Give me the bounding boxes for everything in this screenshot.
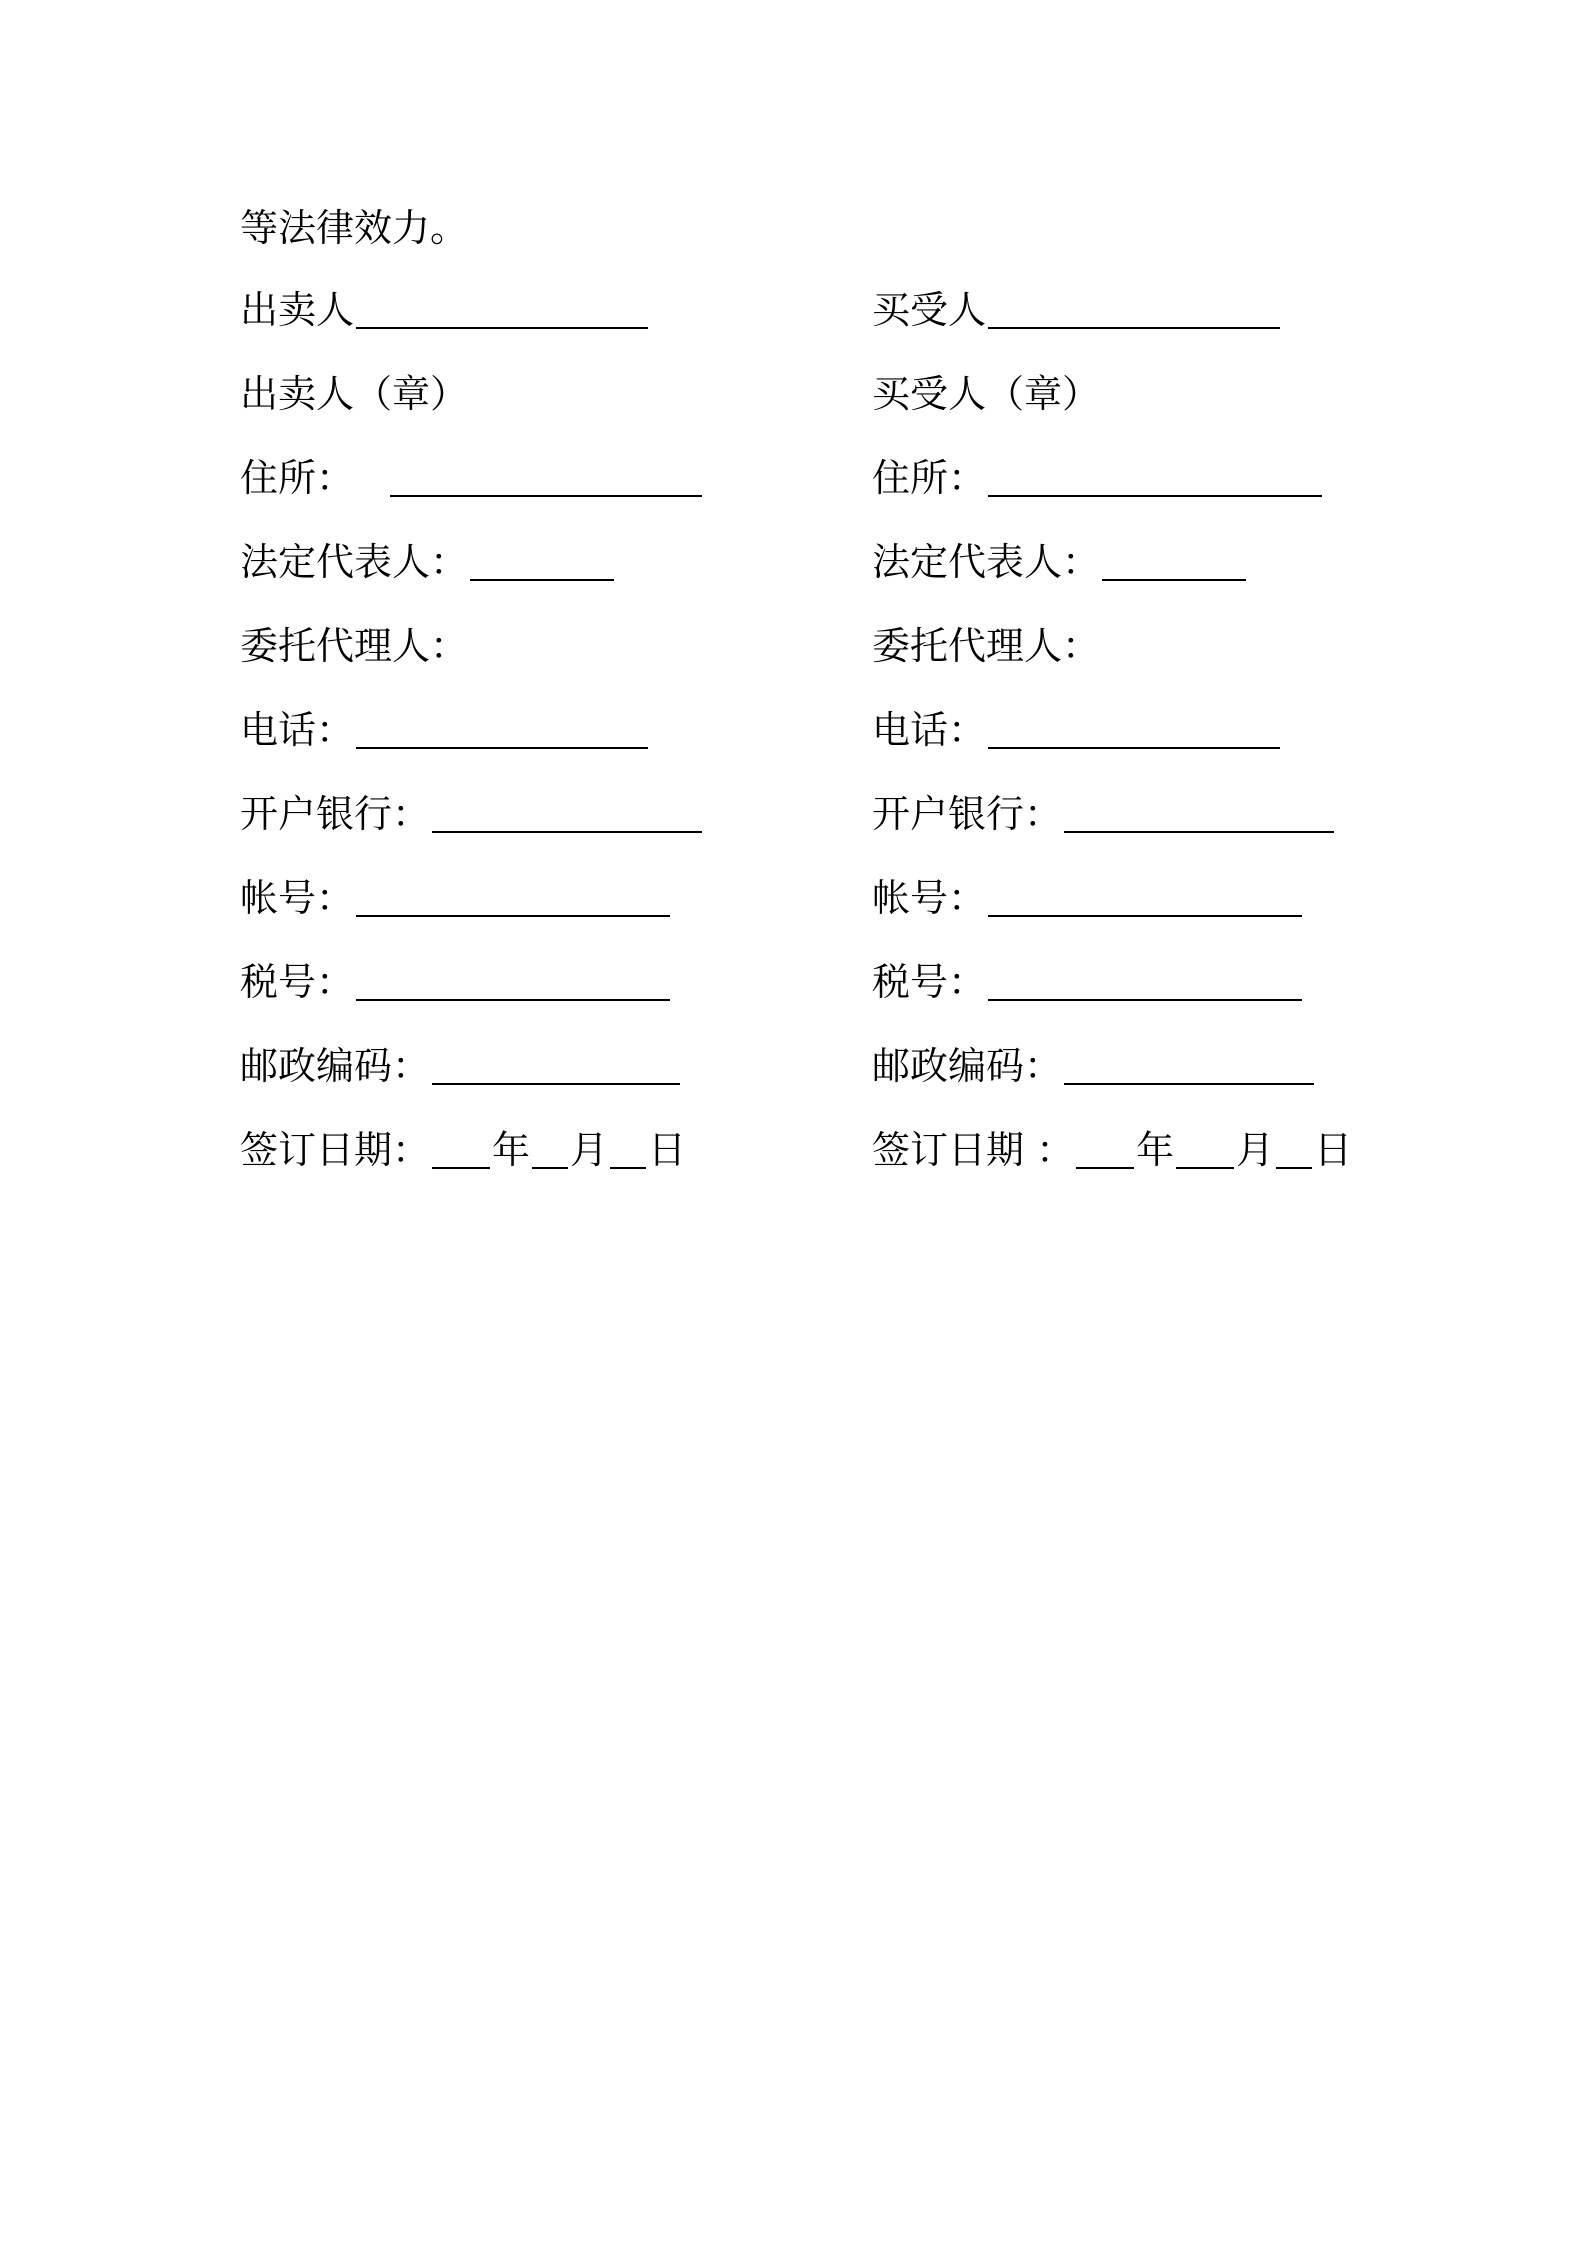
- buyer-signature-block: [872, 282, 1352, 1206]
- seller-postcode-row: [240, 1038, 704, 1122]
- buyer-year-label: 年: [1136, 1128, 1175, 1172]
- buyer-address-blank: [988, 455, 1322, 497]
- buyer-party-label: 买受人: [872, 288, 987, 332]
- seller-tax-id-row: [240, 954, 704, 1038]
- seller-bank-row: [240, 786, 704, 870]
- seller-legal-rep-blank: [470, 539, 614, 581]
- seller-month-blank: [532, 1127, 568, 1169]
- buyer-postcode-blank: [1064, 1043, 1314, 1085]
- seller-agent-row: [240, 618, 704, 702]
- seller-day-blank: [610, 1127, 646, 1169]
- seller-address-label: 住所：: [240, 456, 355, 500]
- seller-bank-blank: [432, 791, 702, 833]
- seller-signature-block: [240, 282, 704, 1206]
- seller-day-label: 日: [648, 1128, 687, 1172]
- seller-address-row: [240, 450, 704, 534]
- seller-sign-date-label: 签订日期：: [240, 1128, 431, 1172]
- seller-agent-label: 委托代理人：: [240, 624, 469, 668]
- buyer-tax-id-row: [872, 954, 1352, 1038]
- seller-legal-rep-label: 法定代表人：: [240, 540, 469, 584]
- buyer-account-row: [872, 870, 1352, 954]
- buyer-day-blank: [1276, 1127, 1312, 1169]
- buyer-bank-row: [872, 786, 1352, 870]
- buyer-legal-rep-blank: [1102, 539, 1246, 581]
- buyer-sign-date-row: [872, 1122, 1352, 1206]
- buyer-month-label: 月: [1236, 1128, 1275, 1172]
- seller-party-label: 出卖人: [240, 288, 355, 332]
- seller-sign-date-row: [240, 1122, 704, 1206]
- seller-phone-row: [240, 702, 704, 786]
- seller-year-label: 年: [492, 1128, 531, 1172]
- seller-phone-label: 电话：: [240, 708, 355, 752]
- buyer-phone-label: 电话：: [872, 708, 987, 752]
- buyer-legal-rep-label: 法定代表人：: [872, 540, 1101, 584]
- seller-seal-label: 出卖人（章）: [240, 372, 469, 416]
- buyer-party-blank: [988, 287, 1280, 329]
- buyer-year-blank: [1076, 1127, 1134, 1169]
- buyer-sign-date-label: 签订日期 ：: [872, 1128, 1075, 1172]
- buyer-address-row: [872, 450, 1352, 534]
- buyer-agent-label: 委托代理人：: [872, 624, 1101, 668]
- buyer-postcode-label: 邮政编码：: [872, 1044, 1063, 1088]
- seller-address-blank: [390, 455, 702, 497]
- buyer-month-blank: [1176, 1127, 1234, 1169]
- buyer-agent-row: [872, 618, 1352, 702]
- seller-bank-label: 开户银行：: [240, 792, 431, 836]
- seller-account-label: 帐号：: [240, 876, 355, 920]
- buyer-seal-row: [872, 366, 1352, 450]
- buyer-phone-row: [872, 702, 1352, 786]
- buyer-tax-id-label: 税号：: [872, 960, 987, 1004]
- buyer-tax-id-blank: [988, 959, 1302, 1001]
- intro-text: 等法律效力。: [240, 206, 469, 250]
- seller-legal-rep-row: [240, 534, 704, 618]
- buyer-bank-blank: [1064, 791, 1334, 833]
- buyer-address-label: 住所：: [872, 456, 987, 500]
- seller-account-blank: [356, 875, 670, 917]
- seller-party-blank: [356, 287, 648, 329]
- buyer-postcode-row: [872, 1038, 1352, 1122]
- seller-account-row: [240, 870, 704, 954]
- seller-postcode-label: 邮政编码：: [240, 1044, 431, 1088]
- buyer-account-label: 帐号：: [872, 876, 987, 920]
- seller-month-label: 月: [570, 1128, 609, 1172]
- seller-tax-id-blank: [356, 959, 670, 1001]
- buyer-party-row: [872, 282, 1352, 366]
- buyer-bank-label: 开户银行：: [872, 792, 1063, 836]
- seller-postcode-blank: [432, 1043, 680, 1085]
- seller-seal-row: [240, 366, 704, 450]
- buyer-day-label: 日: [1314, 1128, 1353, 1172]
- buyer-account-blank: [988, 875, 1302, 917]
- seller-tax-id-label: 税号：: [240, 960, 355, 1004]
- buyer-legal-rep-row: [872, 534, 1352, 618]
- seller-party-row: [240, 282, 704, 366]
- buyer-phone-blank: [988, 707, 1280, 749]
- seller-phone-blank: [356, 707, 648, 749]
- seller-year-blank: [432, 1127, 490, 1169]
- buyer-seal-label: 买受人（章）: [872, 372, 1101, 416]
